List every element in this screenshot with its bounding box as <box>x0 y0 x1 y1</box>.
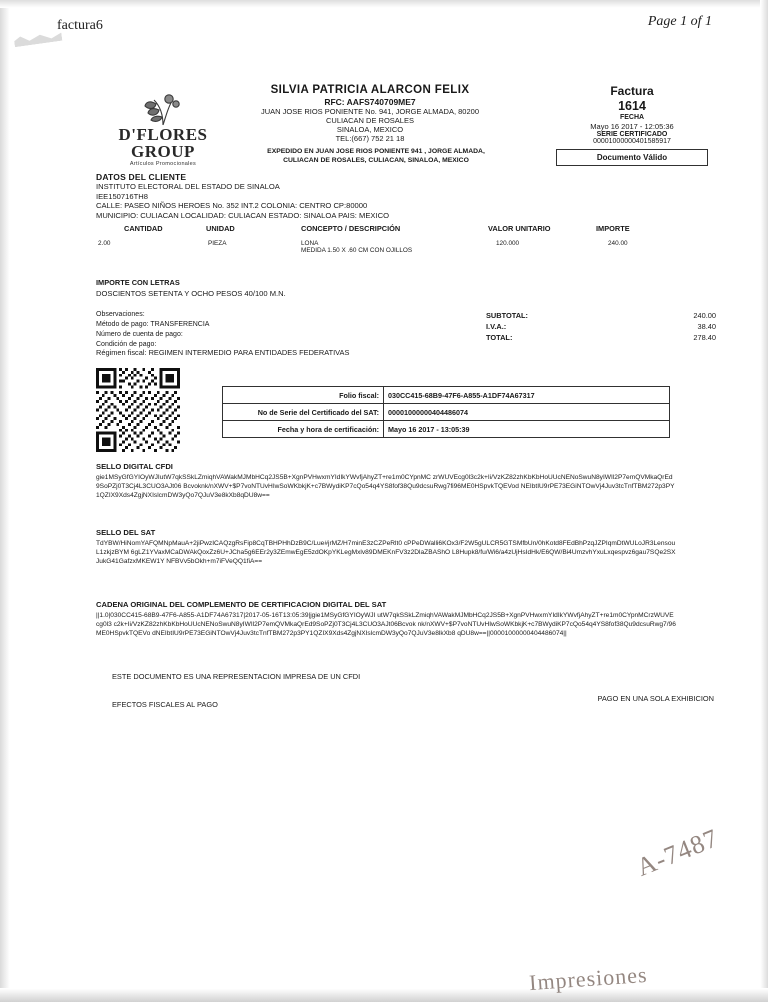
invoice-number: 1614 <box>618 99 646 113</box>
amount-in-words-block <box>96 278 286 298</box>
cell-descripcion: MEDIDA 1.50 X .60 CM CON OJILLOS <box>301 247 413 254</box>
sat-cert-serial-label: No de Serie del Certificado del SAT: <box>223 404 384 421</box>
totals-block <box>486 310 716 343</box>
totals-row-iva <box>486 321 716 332</box>
tax-regime: Régimen fiscal: REGIMEN INTERMEDIO PARA ENTIDADES FEDERATIVAS <box>96 348 350 357</box>
issued-at-block <box>196 148 556 165</box>
paper-tear-artifact <box>14 31 63 48</box>
total-value: 278.40 <box>693 333 716 342</box>
table-row <box>223 421 670 438</box>
single-payment-note: PAGO EN UNA SOLA EXHIBICION <box>597 694 714 703</box>
issuer-rfc: RFC: AAFS740709ME7 <box>324 97 416 107</box>
total-label: TOTAL: <box>486 333 513 342</box>
totals-row-subtotal <box>486 310 716 321</box>
client-name: INSTITUTO ELECTORAL DEL ESTADO DE SINALOA <box>96 182 280 191</box>
sello-sat-title: SELLO DEL SAT <box>96 528 156 537</box>
logo-name-line2: GROUP <box>131 142 195 161</box>
client-street: CALLE: PASEO NIÑOS HEROES No. 352 INT.2 COLONIA: CENTRO CP:80000 <box>96 201 368 211</box>
issued-at-line-1: EXPEDIDO EN JUAN JOSE RIOS PONIENTE 941 , JORGE ALMADA, <box>267 148 485 155</box>
scan-edge-bottom <box>0 988 768 1002</box>
column-header-cantidad: CANTIDAD <box>124 224 163 233</box>
fiscal-effects-note: EFECTOS FISCALES AL PAGO <box>112 700 218 709</box>
logo-tagline: Artículos Promocionales <box>129 161 197 167</box>
sello-del-sat-section <box>96 528 676 567</box>
print-header-left: factura6 <box>57 18 103 33</box>
column-header-valor-unitario: VALOR UNITARIO <box>488 224 551 233</box>
certificate-serial-label: SERIE CERTIFICADO <box>596 131 668 138</box>
client-block <box>96 172 696 220</box>
cfdi-representation-note: ESTE DOCUMENTO ES UNA REPRESENTACION IMPRESA DE UN CFDI <box>112 672 361 681</box>
payment-account: Número de cuenta de pago: <box>96 331 183 338</box>
status-badge: Documento Válido <box>556 149 708 166</box>
certificate-serial-value: 00001000000401585917 <box>593 138 671 145</box>
observations-title: Observaciones: <box>96 311 145 318</box>
cadena-title: CADENA ORIGINAL DEL COMPLEMENTO DE CERTIFICACION DIGITAL DEL SAT <box>96 600 387 609</box>
issuer-name: SILVIA PATRICIA ALARCON FELIX <box>270 84 470 96</box>
invoice-title: Factura <box>610 84 654 98</box>
invoice-date-value: Mayo 16 2017 - 12:05:36 <box>590 122 674 131</box>
column-header-importe: IMPORTE <box>596 224 630 233</box>
scan-edge-left <box>0 0 10 1002</box>
sello-digital-cfdi-section <box>96 462 676 501</box>
cell-concepto: LONA <box>301 240 319 247</box>
invoice-date-label: FECHA <box>619 114 645 121</box>
sello-sat-body: TdYBW/HiNomYAFQMNpMauA+2jiPwzICAQzgRsFip8CqTBHPHhDzB9C/Lue#jrMZ/H7minE3zCZPeRlt0 cPPeDWalli6KOx3/F2W5gULCR5GTSMfbUn/0hKotd8FEdBhPzqJZPIqmDtWULoJR3LensouL1zkjzBYM 6gLZ1YVaxMCaDWAkQoxZz6U+JCha5g6EEr2y3ZEmwEgE5zdOKpYKLegMxlv89DMEKnFV3z2DlaZBAShO L8Hupk8/fu/Wi6/a4zUjHsIdHk/E6QW/Bi4UmzvhYxuLxqespvz6gau7SQe2SXJukG41GafzxMKEW1Y NFBVv5bOkh+m7iFVeQQ1fiA== <box>96 540 676 566</box>
cadena-body: ||1.0|030CC415-68B9-47F6-A855-A1DF74A67317|2017-05-16T13:05:39|jgie1MSyGfGYIOyWJI utW7qkSSkLZmiqhVAWakMJMbHCq2JS5B+XgnPVHwxmYIdIkYWvfjAhyZT+re1m0CYpnMCrzWUVEcg0l3 c2k+Ii/VzKZ82zhKbKbHoUUcNENoSwuN8yIWIl2P7emQVMkaQrEd9SoPZj0T3Cj4L3CUO3AJt06Bcvok nk/nXWV+$P7voNTUvHIwSoWKbkjK+c7BWydiKP7cQo54q4YS8fof38Qu9dcsuRwg7/96ME0HSpvkTQEVo dNEIbtIU9rPE73EGiNTOwVj4Juv3tcTnfTBM272p3PY1QZIX9Xds4ZgjNXIslcmDW3yQo7QJuV3e8lkXb8 qDU8w==||00001000000404486074|| <box>96 612 676 638</box>
table-row <box>223 387 670 404</box>
payment-method: Método de pago: TRANSFERENCIA <box>96 321 210 328</box>
cell-cantidad: 2.00 <box>98 240 111 247</box>
certification-datetime-value: Mayo 16 2017 - 13:05:39 <box>384 421 670 438</box>
certification-datetime-label: Fecha y hora de certificación: <box>223 421 384 438</box>
handwritten-note-2: Impresiones <box>528 961 649 996</box>
cadena-original-section <box>96 600 676 639</box>
sat-cert-serial-value: 00001000000404486074 <box>384 404 670 421</box>
iva-value: 38.40 <box>697 322 716 331</box>
table-row <box>223 404 670 421</box>
issued-at-line-2: CULIACAN DE ROSALES, CULIACAN, SINALOA, MEXICO <box>283 156 469 164</box>
amount-in-words-value: DOSCIENTOS SETENTA Y OCHO PESOS 40/100 M.N. <box>96 289 286 298</box>
scan-edge-right <box>760 0 768 1002</box>
issuer-phone: TEL:(667) 752 21 18 <box>335 134 405 143</box>
print-header-right: Page 1 of 1 <box>647 14 712 29</box>
observations-block <box>96 310 209 350</box>
fiscal-folio-table <box>222 386 670 438</box>
iva-label: I.V.A.: <box>486 322 507 331</box>
client-section-title: DATOS DEL CLIENTE <box>96 172 187 182</box>
subtotal-label: SUBTOTAL: <box>486 311 529 320</box>
cell-valor-unitario: 120.000 <box>496 240 520 247</box>
sello-cfdi-body: gie1MSyGfGYIOyWJIutW7qkSSkLZmiqhVAWakMJMbHCq2JS5B+XgnPVHwxmYIdIkYWvfjAhyZT+re1m0CYpnMC zrWUVEcg0l3c2k+Ii/VzKZ82zhKbKbHoUUcNENoSwuN8yIWIl2P7emQVMkaQrEd9SoPZj0T3Cj4L3CUO3AJt06 Bcvoknk/nXWV+$P7voNTUvHIwSoWKbkjK+c7BWydiKP7cQo54q4YS8fof38Qu9dcsuRwg7fi96ME0HSpvkTQEVod NEIbtIU9rPE73EGiNTOwVj4Juv3tcTnfTBM272p3PY1QZIX9Xds4ZgjNXIslcmDW3yQo7QJuV3e8kXb8qDU8w== <box>96 474 675 500</box>
folio-fiscal-label: Folio fiscal: <box>223 387 384 404</box>
cell-unidad: PIEZA <box>208 240 227 247</box>
sello-cfdi-title: SELLO DIGITAL CFDI <box>96 462 173 471</box>
totals-row-total <box>486 332 716 343</box>
logo-name-line1: D'FLORES <box>118 125 208 144</box>
issuer-address-2: CULIACAN DE ROSALES <box>326 116 414 125</box>
issuer-address-3: SINALOA, MEXICO <box>336 125 404 134</box>
handwritten-note-1: A-7487 <box>632 823 723 882</box>
column-header-unidad: UNIDAD <box>206 224 235 233</box>
qr-code-image <box>96 368 180 452</box>
payment-condition: Condición de pago: <box>96 341 157 348</box>
scan-edge-top <box>0 0 768 8</box>
issuer-block <box>200 84 540 143</box>
client-municipality: MUNICIPIO: CULIACAN LOCALIDAD: CULIACAN ESTADO: SINALOA PAIS: MEXICO <box>96 210 389 220</box>
qr-code <box>96 368 180 452</box>
client-rfc: IEE150716TH8 <box>96 191 148 201</box>
folio-fiscal-value: 030CC415-68B9-47F6-A855-A1DF74A67317 <box>384 387 670 404</box>
subtotal-value: 240.00 <box>693 311 716 320</box>
column-header-concepto: CONCEPTO / DESCRIPCIÓN <box>301 224 401 233</box>
amount-in-words-label: IMPORTE CON LETRAS <box>96 278 180 287</box>
cell-importe: 240.00 <box>608 240 628 247</box>
invoice-meta-block <box>542 84 722 166</box>
issuer-address-1: JUAN JOSE RIOS PONIENTE No. 941, JORGE ALMADA, 80200 <box>261 107 479 116</box>
